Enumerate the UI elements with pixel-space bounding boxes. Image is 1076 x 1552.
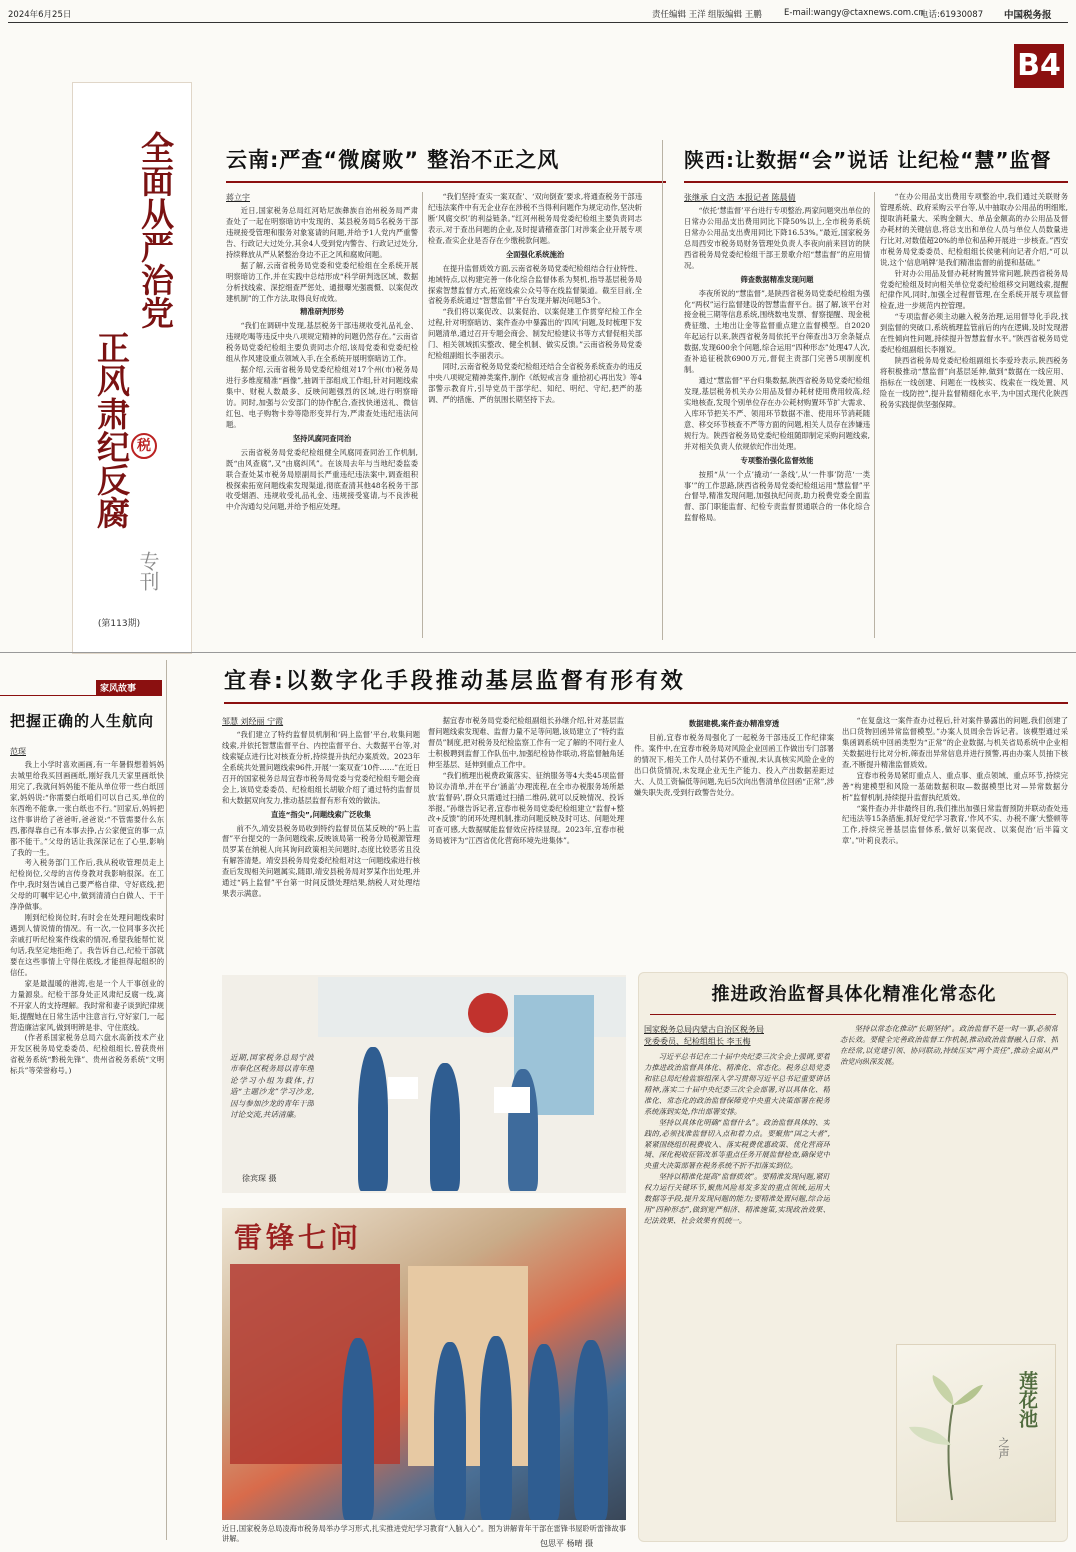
a2-p2: 李夜所说的“慧监督”,是陕西省税务局党委纪检组为强化“两权”运行监督建设的智慧监督平台。据了解,该平台对接金税三期等信息系统,围绕数电发票、督察提醒、现金税费征缴、土地出让金等监督重点建立监督模型。自2020年起运行以来,陕西省税务局依托平台筛查出3万余条疑点数据,发现600余个问题,综合运用“四种形态”处理47人次,查补追征税款6900万元,督促主责部门完善5项制度机制。 (684, 288, 870, 375)
lotus-subtitle: 之声 (997, 1437, 1010, 1459)
a3-subhead2: 数据建模,案件查办精准穿透 (688, 719, 780, 728)
photo1-caption-text: 近期,国家税务总局宁波市奉化区税务局以青年理论学习小组为载体,打造“主题沙龙”学习沙龙,因与参加沙龙的青年干部讨论交流,共话清廉。 (230, 1053, 314, 1119)
family-p2: 考入税务部门工作后,我从税收管理员走上纪检岗位,父母的言传身教对我影响很深。在工作中,我时刻告诫自己要严格自律、守好底线,把父母的叮嘱牢记心中,做到清清白白做人、干干净净做事。 (10, 858, 164, 912)
a4-p2: 坚持以具体化明确“监督什么”。政治监督具体的、实践的,必须找准监督切入点和着力点。要聚焦“国之大者”,紧紧围绕组织税费收入、落实税费优惠政策、优化营商环境、深化税收征管改革等重点任务开展监督检查,确保党中央重大决策部署在税务系统不折不扣落实到位。 (644, 1117, 830, 1171)
lotus-icon (907, 1375, 997, 1505)
article4-col2 (840, 1024, 1058, 1332)
family-section-label: 家风故事 (100, 684, 137, 694)
a2-p5: “在办公用品支出费用专项整治中,我们通过关联财务管理系统、政府采购云平台等,从中抽取办公用品的明细账,提取消耗量大、采购金额大、单品金额高的办公用品及督办耗材的关键信息,将总支出和单位人员与单位人员数量进行比对,对数值超20%的单位和品种开展进一步核查。”西安市税务局党委委员、纪检组组长侯驰利向记者介绍,“可以说,这个‘信息哨牌’是我们精准监督的前提和基础。” (880, 192, 1068, 267)
a4-p1: 习近平总书记在二十届中央纪委三次全会上强调,要着力推进政治监督具体化、精准化、常态化。税务总局党委和驻总局纪检监察组深入学习贯彻习近平总书记重要讲话精神,落实二十届中央纪委三次全会部署,对以具体化、精准化、常态化的政治监督保障党中央重大决策部署在税务系统落到实处,作出部署安排。 (644, 1052, 830, 1116)
photo2-person (434, 1342, 466, 1520)
article3-col2 (428, 716, 624, 968)
editor: 责任编辑 王洋 (652, 10, 706, 20)
masthead-title-line2: 正风肃纪反腐 (92, 331, 131, 529)
family-byline: 范琛 (10, 747, 26, 756)
page-number: B4 (1014, 44, 1064, 88)
a3-p4: “我们梳理出税费政策落实、征纳服务等4大类45项监督协议办清单,并在平台‘涵盖’办理流程,在全市办税服务场所悬放‘监督码’,群众只需通过扫描二维码,就可以反映情况、投诉举报。”孙继告诉记者,宜春市税务局党委纪检组建立“监督+整改+反馈”的闭环处理机制,推动问题反映及时可达、问题处理可查可感,大数据赋能监督效应持续显现。2023年,宜春市税务局被评为“江西省优化营商环境先进集体”。 (428, 770, 624, 846)
email: E-mail:wangy@ctaxnews.com.cn (784, 8, 924, 18)
a2-p4: 按照“从‘一个点’撬动‘一条线’,从‘一件事’防范‘一类事’”的工作思路,陕西省税务局党委纪检组运用“慧监督”平台督导,精准发现问题,加强执纪问责,助力税费党委全面监督、部门职能监督、纪检专责监督贯通联合的一体化综合监督格局。 (684, 469, 870, 523)
article1-col1 (226, 206, 418, 642)
family-p3: 刚到纪检岗位时,有时会在处理问题线索时遇到人情说情的情况。有一次,一位同事多次托亲戚打听纪检案件线索的情况,希望我能帮忙说句话,我坚定地拒绝了。我告诉自己,纪检干部就要在这些事情上守得住底线,才能担得起组织的信任。 (10, 913, 164, 977)
a3-p6: “在复盘这一案件查办过程后,针对案件暴露出的问题,我们创建了出口货物回函异常监督模型。”办案人员周余告诉记者。该模型通过采集函调系统中回函类型为“正常”的企业数据,与机关省局系统中企业相关数据进行比对分析,筛查出异常信息并进行预警,再由办案人员抽下核查,不断提升精准监督质效。 (842, 716, 1068, 769)
a2-p7: “专项监督必须主动融入税务治理,运用督导化手段,找到监督的突破口,系统梳理监管前后的内在逻辑,及时发现潜在性倾向性问题,持续提升智慧监督水平。”陕西省税务局党委纪检组副组长李刚说。 (880, 312, 1068, 355)
masthead-kind: 专刊 (136, 551, 160, 591)
photo2-person (574, 1340, 608, 1520)
lotus-logo (896, 1344, 1056, 1522)
a2-subhead1: 筛查数据精准发现问题 (740, 274, 814, 284)
family-title: 把握正确的人生航向 (10, 712, 155, 730)
a2-p6: 针对办公用品及督办耗材购置异常问题,陕西省税务局党委纪检组及时向相关单位党委纪检组移交问题线索,提醒纪律作风,同时,加强全过程督管理,在全系统开展专项监督检查,进一步规范内控管理。 (880, 268, 1068, 311)
a3-p5: 目前,宜春市税务局强化了一起税务干部违反工作纪律案件。案件中,在宜春市税务局对风险企业回函工作做出专门部署的情况下,相关工作人员付某仍不重视,未认真核实风险企业的出口供货情况,未发现企业无生产能力、投入产出数据差距过大、人员工资偏低等问题,先后5次向出售清单位回函“正常”,涉嫌失职失责,受到行政警告处分。 (634, 732, 834, 797)
page-header (8, 6, 1068, 22)
article2-col1 (684, 206, 870, 642)
article4-byline1: 国家税务总局内蒙古自治区税务局 (644, 1025, 764, 1034)
a3-p2: 前不久,靖安县税务局收到特约监督员伍某反映的“码上监督”平台提交的一条问题线索,反映该局第一税务分局税源管理员罗某在纳税人向其询问政策相关问题时,态度比较恶劣且没有解答清楚。靖安县税务局党委纪检组对这一问题线索进行核查后发现相关问题属实,随即,靖安县税务局对罗某作出处理,并通过“码上监督”平台第一时间反馈处理结果,纳税人对处理结果表示满意。 (222, 823, 420, 899)
photo2-credit: 包思平 杨晴 摄 (540, 1539, 594, 1548)
a1-p3: “我们在调研中发现,基层税务干部违规收受礼品礼金、违规吃喝等违反中央八项规定精神的问题仍然存在。”云南省税务局党委纪检组主要负责同志介绍,该局党委和党委纪检组从作风建设重点领域入手,在全系统开展明察暗访工作。 (226, 321, 418, 364)
photo1-person (358, 1047, 388, 1191)
photo1-credit: 徐宾琛 摄 (242, 1174, 277, 1183)
article4-col1 (644, 1052, 830, 1534)
a3-p3: 据宜春市税务局党委纪检组副组长孙继介绍,针对基层监督问题线索发现难、监督力量不足等问题,该局建立了“特约监督员”制度,把对税务及纪检监察工作有一定了解的不同行业人士积极聘到监督工作队伍中,加强纪检协作联动,将监督触角延伸至基层、延伸到重点工作中。 (428, 716, 624, 769)
a1-subhead2: 坚持风腐同查同治 (292, 433, 352, 443)
family-p5: (作者系国家税务总局六盘水高新技术产业开发区税务局党委委员、纪检组组长,曾获贵州省税务系统“黔税先锋”、贵州省税务系统“文明标兵”等荣誉称号。) (10, 1033, 164, 1076)
article1-byline: 蒋立宇 (226, 193, 250, 202)
article2-title: 陕西:让数据“会”说话 让纪检“慧”监督 (684, 148, 1052, 172)
family-p4: 家是最温暖的港湾,也是一个人干事创业的力量源泉。纪检干部身处正风肃纪反腐一线,离不开家人的支持理解。我时常和妻子谈到纪律规矩,提醒她在日常生活中注意言行,守好家门,一起营造廉洁家风,做到明辨是非、守住底线。 (10, 978, 164, 1032)
article1-title: 云南:严查“微腐败” 整治不正之风 (226, 148, 560, 172)
newspaper-name: 中国税务报 (1004, 10, 1052, 21)
a1-p7: 在提升监督质效方面,云南省税务局党委纪检组结合行业特性、地域特点,以构建完善一体化综合监督体系为契机,指导基层税务局探索智慧监督方式,拓宽线索公众号等在线监督渠道。截至目前,全省税务系统通过“智慧监督”平台发现并解决问题53个。 (428, 263, 642, 306)
article3-col1 (222, 730, 420, 968)
a3-p7: 宜春市税务局紧盯重点人、重点事、重点领域、重点环节,持续完善“构建模型和风险一基础数据积取—数据模型比对—异常数据分析”监督机制,持续提升监督执纪质效。 (842, 770, 1068, 802)
issue-date: 2024年6月25日 (8, 10, 72, 20)
masthead-title-line1: 全面从严治党 (136, 131, 175, 329)
photo2-image (222, 1208, 626, 1520)
article2-byline: 张继承 白文浩 本报记者 陈晨倩 (684, 193, 796, 202)
masthead (72, 82, 192, 654)
family-body (10, 760, 164, 1504)
photo1-caption (230, 1052, 314, 1162)
photo2-sign: 雷锋七问 (234, 1221, 363, 1254)
article4-title: 推进政治监督具体化精准化常态化 (711, 984, 997, 1005)
family-p1: 我上小学时喜欢画画,有一年暑假想着妈妈去城里给我买回画画纸,刚好我几天家里画纸快用完了,我就问妈妈能不能从单位带一些白纸回家,妈妈说:“你需要白纸咱们可以自己买,单位的东西绝不能拿,一张白纸也不行。”回家后,妈妈把这件事讲给了爸爸听,爸爸说:“不管需要什么东西,都得靠自己有本事去挣,占公家便宜的事一点都不能干。”父母的话让我深深记在了心里,影响了我的一生。 (10, 760, 164, 857)
photo2-person (528, 1344, 560, 1520)
a1-p9: 同时,云南省税务局党委纪检组还结合全省税务系统查办的违反中央八项规定精神类案件,制作《纸短戒言身 重拾初心再出发》等4部警示教育片,引导党员干部学纪、知纪、明纪、守纪,把严的基调、严的措施、严的氛围长期坚持下去。 (428, 362, 642, 404)
a1-p5: 云南省税务局党委纪检组健全风腐同查同治工作机制,既“由风查腐”,又“由腐纠风”。在该局去年与当地纪委监委联合查处某市税务局原副局长严重违纪违法案中,调查组积极探索拓宽问题线索发现渠道,彻底查清其他48名税务干部收受烟酒、违规收受礼品礼金、违规接受宴请,与不良涉税中介沟通勾兑问题,并给予相应处理。 (226, 447, 418, 512)
designer: 组版编辑 王鹏 (708, 10, 762, 20)
article3-title: 宜春:以数字化手段推动基层监督有形有效 (224, 669, 686, 694)
photo1-person (430, 1063, 460, 1191)
a1-p8: “我们将以案促改、以案促治、以案促建工作贯穿纪检工作全过程,针对明察暗访、案件查办中暴露出的‘四风’问题,及时梳理下发问题清单,通过召开专题会商会、制发纪检建议书等方式督促相关部门、相关领域抓实整改、健全机制、做实反馈。”云南省税务局党委纪检组副组长李丽表示。 (428, 307, 642, 361)
masthead-issue: (第113期) (97, 619, 141, 629)
a1-p6: “我们坚持‘查实一案双查’、‘双向倒查’要求,将通查税务干部违纪违法案件中有无企业存在涉税不当得利问题作为规定动作,坚决斩断‘风腐交织’的利益链条。”红河州税务局党委纪检组主要负责同志表示,对于查出问题的企业,及时提请稽查部门对涉案企业开展专项检查,查实企业是否存在少缴税款问题。 (428, 192, 642, 245)
a1-p1: 近日,国家税务总局红河哈尼族彝族自治州税务局严肃查处了一起在明察暗访中发现的、某县税务局5名税务干部违规接受管理和服务对象宴请的问题,并给予1人党内严重警告、行政记大过处分,其余4人受到党内警告、行政记过处分,持续释放从严从紧整治身边不正之风和腐败问题。 (226, 206, 418, 259)
a1-subhead1: 精准研判形势 (300, 307, 344, 317)
photo2-caption-text: 近日,国家税务总局凌海市税务局举办学习形式,扎实推进党纪学习教育“入脑入心”。图为讲解青年干部在雷锋书屋聆听雷锋故事讲解。 (222, 1524, 626, 1544)
a1-subhead3: 全面强化系统施治 (505, 249, 565, 259)
a1-p4: 据介绍,云南省税务局党委纪检组对17个州(市)税务局进行多维度精准“画像”,抽调干部组成工作组,针对问题线索集中、财税人数最多、反映问题强烈的区域,进行明察暗访。同时,加强与公安部门的协作配合,查找快递送礼、微信红包、电子购物卡券等隐形变异行为,严肃查处违纪违法问题。 (226, 365, 418, 429)
a4-p4: 坚持以常态化推动“长期坚持”。政治监督不是一时一事,必须常态长效。要健全完善政治监督工作机制,推动政治监督融入日常、抓在经常,以党建引领、协同联动,持续压实“两个责任”,推动全面从严治党向纵深发展。 (840, 1024, 1058, 1066)
article1-col2 (428, 192, 642, 642)
seal-stamp: 税 (131, 433, 157, 459)
header-rule (8, 22, 1068, 23)
article3-rule (224, 702, 1068, 704)
photo1-image (318, 977, 626, 1191)
photo2-person (480, 1336, 512, 1520)
a2-subhead2: 专项整治强化监督效能 (740, 455, 814, 465)
article2-col2 (880, 192, 1068, 642)
article3-byline: 邹慧 刘经丽 宁霞 (222, 717, 284, 726)
a1-p2: 据了解,云南省税务局党委和党委纪检组在全系统开展明察暗访工作,并在实践中总结形成“科学研判选区域、数据分析找线索、深挖细查严惩处、通报曝光强震慑、以案促改建机制”的工作方法,取得良好成效。 (226, 260, 418, 303)
phone: 电话:61930087 (920, 10, 984, 20)
a3-subhead1: 直连“指尖”,问题线索广泛收集 (271, 809, 371, 819)
a2-p3: 通过“慧监督”平台归集数据,陕西省税务局党委纪检组发现,基层税务机关办公用品及督办耗材使用费用较高,经实地核查,发现个别单位存在办公耗材购置环节扩大需求、入库环节把关不严、领用环节数据不准、使用环节消耗随意、移交环节核查不严等方面的问题,相关人员存在涉嫌违规行为。陕西省税务局党委纪检组随即制定采购问题线索,并对相关负责人依规依纪作出处理。 (684, 376, 870, 451)
a3-p8: “案件查办并非最终目的,我们推出加强日常监督预防并联动查处违纪违法等15条措施,抓好党纪学习教育,‘作风不实、办税不廉’大整顿等工作,持续完善基层监督体系,做好以案促改、以案促治‘后半篇文章’。”叶莉良表示。 (842, 803, 1068, 846)
a4-p3: 坚持以精准化提高“监督质效”。要精准发现问题,紧盯权力运行关键环节,聚焦风险易发多发的重点领域,运用大数据等手段,提升发现问题的能力;要精准处置问题,综合运用“四种形态”,做到宽严相济、精准施策,实现政治效果、纪法效果、社会效果有机统一。 (644, 1172, 830, 1226)
a2-p1: “依托‘慧监督’平台进行专项整治,两家问题突出单位的日常办公用品支出费用同比下降50%以上,全市税务系统日常办公用品支出费用同比下降16.53%。”最近,国家税务总局西安市税务局财务管理处负责人李夜向前来回访的陕西省税务局党委纪检组干部王景歌介绍“慧监督”的应用情况。 (684, 206, 870, 270)
lotus-title: 莲花池 (1016, 1371, 1038, 1428)
photo2-person (342, 1338, 374, 1520)
article4-rule (650, 1014, 1056, 1015)
article4-byline2: 党委委员、纪检组组长 李玉梅 (644, 1037, 751, 1046)
a3-p1: “我们建立了特约监督员机制和‘码上监督’平台,收集问题线索,并依托智慧监督平台、内控监督平台、大数据平台等,对线索疑点进行比对核查分析,持续提升执纪办案质效。2023年全系统共处置问题线索96件,开展‘一案双查’10件……”在近日召开的国家税务总局宜春市税务局党委与党委纪检组专题会商会上,该局党委委员、纪检组组长胡敏介绍了通过特约监督员和大数据双向发力,推动基层监督有形有效的做法。 (222, 730, 420, 805)
upper-divider (0, 652, 1076, 653)
article3-col4 (842, 716, 1068, 968)
a2-p8: 陕西省税务局党委纪检组副组长李爱玲表示,陕西税务将积极推动“慧监督”向基层延伸,做到“数据在一线应用、指标在一线创建、问题在一线核实、线索在一线处置、风险在一线防控”,提升监督精细化水平,为中国式现代化陕西税务实践提供坚强保障。 (880, 356, 1068, 409)
article3-col3 (634, 716, 834, 968)
article1-rule (226, 181, 666, 183)
article2-rule (684, 181, 1068, 183)
